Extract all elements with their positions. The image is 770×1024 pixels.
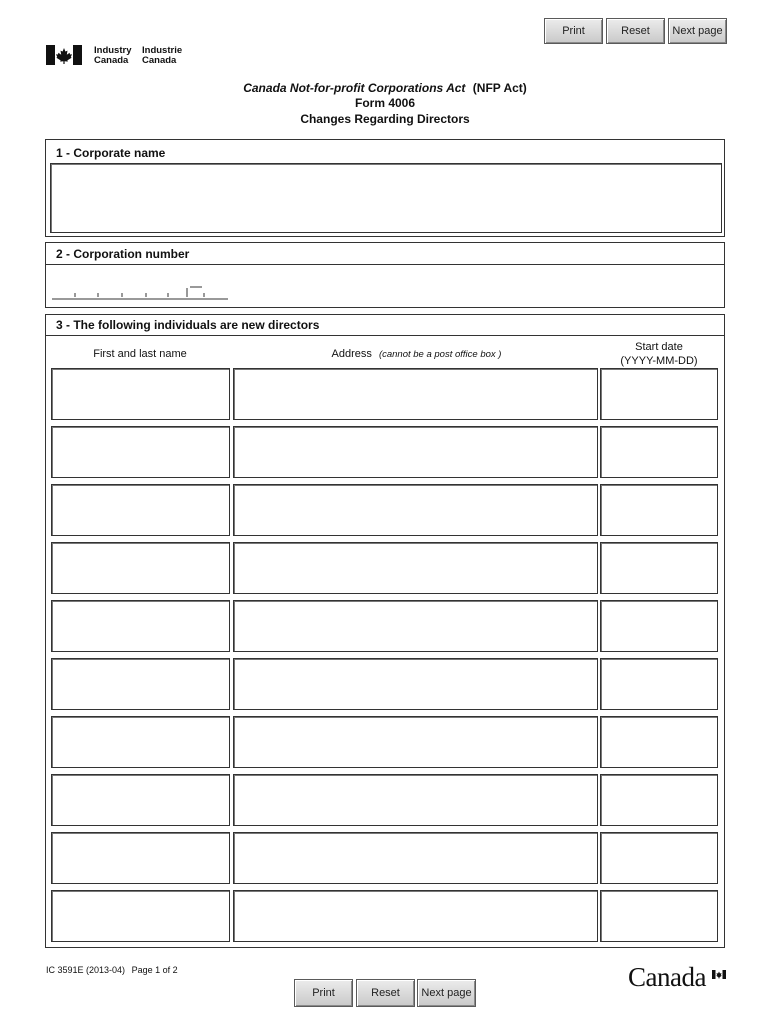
- next-page-button-top[interactable]: Next page: [668, 18, 727, 44]
- address-note: (cannot be a post office box ): [378, 349, 502, 360]
- next-page-button-bottom[interactable]: Next page: [417, 979, 476, 1007]
- director-address-field[interactable]: [233, 426, 598, 478]
- director-name-field[interactable]: [51, 774, 230, 826]
- act-abbrev: (NFP Act): [472, 81, 527, 95]
- director-start-date-field[interactable]: [600, 600, 718, 652]
- director-start-date-field[interactable]: [600, 774, 718, 826]
- canada-wordmark-text: Canada: [628, 962, 706, 992]
- director-address-field[interactable]: [233, 484, 598, 536]
- director-address-field[interactable]: [233, 658, 598, 710]
- section2-heading: 2 - Corporation number: [56, 247, 190, 261]
- dept-en-line1: Industry: [94, 45, 132, 56]
- director-address-field[interactable]: [233, 368, 598, 420]
- director-start-date-field[interactable]: [600, 484, 718, 536]
- section-corporation-number: [45, 242, 725, 308]
- column-header-name: First and last name: [93, 348, 187, 360]
- dept-fr-line2: Canada: [142, 55, 177, 66]
- corporation-number-field[interactable]: [52, 283, 232, 301]
- form-footer-id: [46, 965, 178, 975]
- director-address-field[interactable]: [233, 774, 598, 826]
- director-name-field[interactable]: [51, 542, 230, 594]
- department-name-fr: [142, 46, 182, 66]
- act-title: [0, 81, 770, 95]
- print-button-top[interactable]: Print: [544, 18, 603, 44]
- director-start-date-field[interactable]: [600, 658, 718, 710]
- form-title: Changes Regarding Directors: [300, 112, 470, 126]
- director-name-field[interactable]: [51, 658, 230, 710]
- director-address-field[interactable]: [233, 542, 598, 594]
- form-id: IC 3591E (2013-04): [46, 965, 126, 975]
- reset-button-bottom[interactable]: Reset: [356, 979, 415, 1007]
- director-address-field[interactable]: [233, 716, 598, 768]
- director-name-field[interactable]: [51, 426, 230, 478]
- dept-en-line2: Canada: [94, 55, 129, 66]
- form-number: Form 4006: [354, 96, 416, 110]
- director-start-date-field[interactable]: [600, 890, 718, 942]
- section-corporate-name: [45, 139, 725, 237]
- page-number: Page 1 of 2: [131, 965, 178, 975]
- director-name-field[interactable]: [51, 484, 230, 536]
- director-name-field[interactable]: [51, 600, 230, 652]
- act-name: Canada Not-for-profit Corporations Act: [243, 81, 466, 95]
- section-new-directors: [45, 314, 725, 948]
- director-address-field[interactable]: [233, 832, 598, 884]
- director-start-date-field[interactable]: [600, 716, 718, 768]
- canada-wordmark: [628, 962, 706, 993]
- director-address-field[interactable]: [233, 890, 598, 942]
- print-button-bottom[interactable]: Print: [294, 979, 353, 1007]
- canada-wordmark-flag-icon: [712, 970, 726, 979]
- section3-divider: [46, 335, 724, 336]
- director-start-date-field[interactable]: [600, 426, 718, 478]
- dept-fr-line1: Industrie: [142, 45, 183, 56]
- director-name-field[interactable]: [51, 368, 230, 420]
- section2-divider: [46, 264, 724, 265]
- director-name-field[interactable]: [51, 716, 230, 768]
- director-start-date-field[interactable]: [600, 832, 718, 884]
- director-name-field[interactable]: [51, 890, 230, 942]
- canada-flag-icon: [46, 45, 82, 65]
- start-date-format: (YYYY-MM-DD): [620, 355, 698, 367]
- start-date-label: Start date: [635, 341, 683, 353]
- reset-button-top[interactable]: Reset: [606, 18, 665, 44]
- director-start-date-field[interactable]: [600, 542, 718, 594]
- section3-heading: 3 - The following individuals are new directors: [56, 318, 320, 332]
- corporate-name-field[interactable]: [50, 163, 722, 233]
- column-header-address: [234, 348, 599, 360]
- address-label: Address: [331, 348, 372, 360]
- director-name-field[interactable]: [51, 832, 230, 884]
- director-address-field[interactable]: [233, 600, 598, 652]
- column-header-start-date: [598, 340, 720, 368]
- director-start-date-field[interactable]: [600, 368, 718, 420]
- department-name-en: [94, 46, 131, 66]
- section1-heading: 1 - Corporate name: [56, 146, 166, 160]
